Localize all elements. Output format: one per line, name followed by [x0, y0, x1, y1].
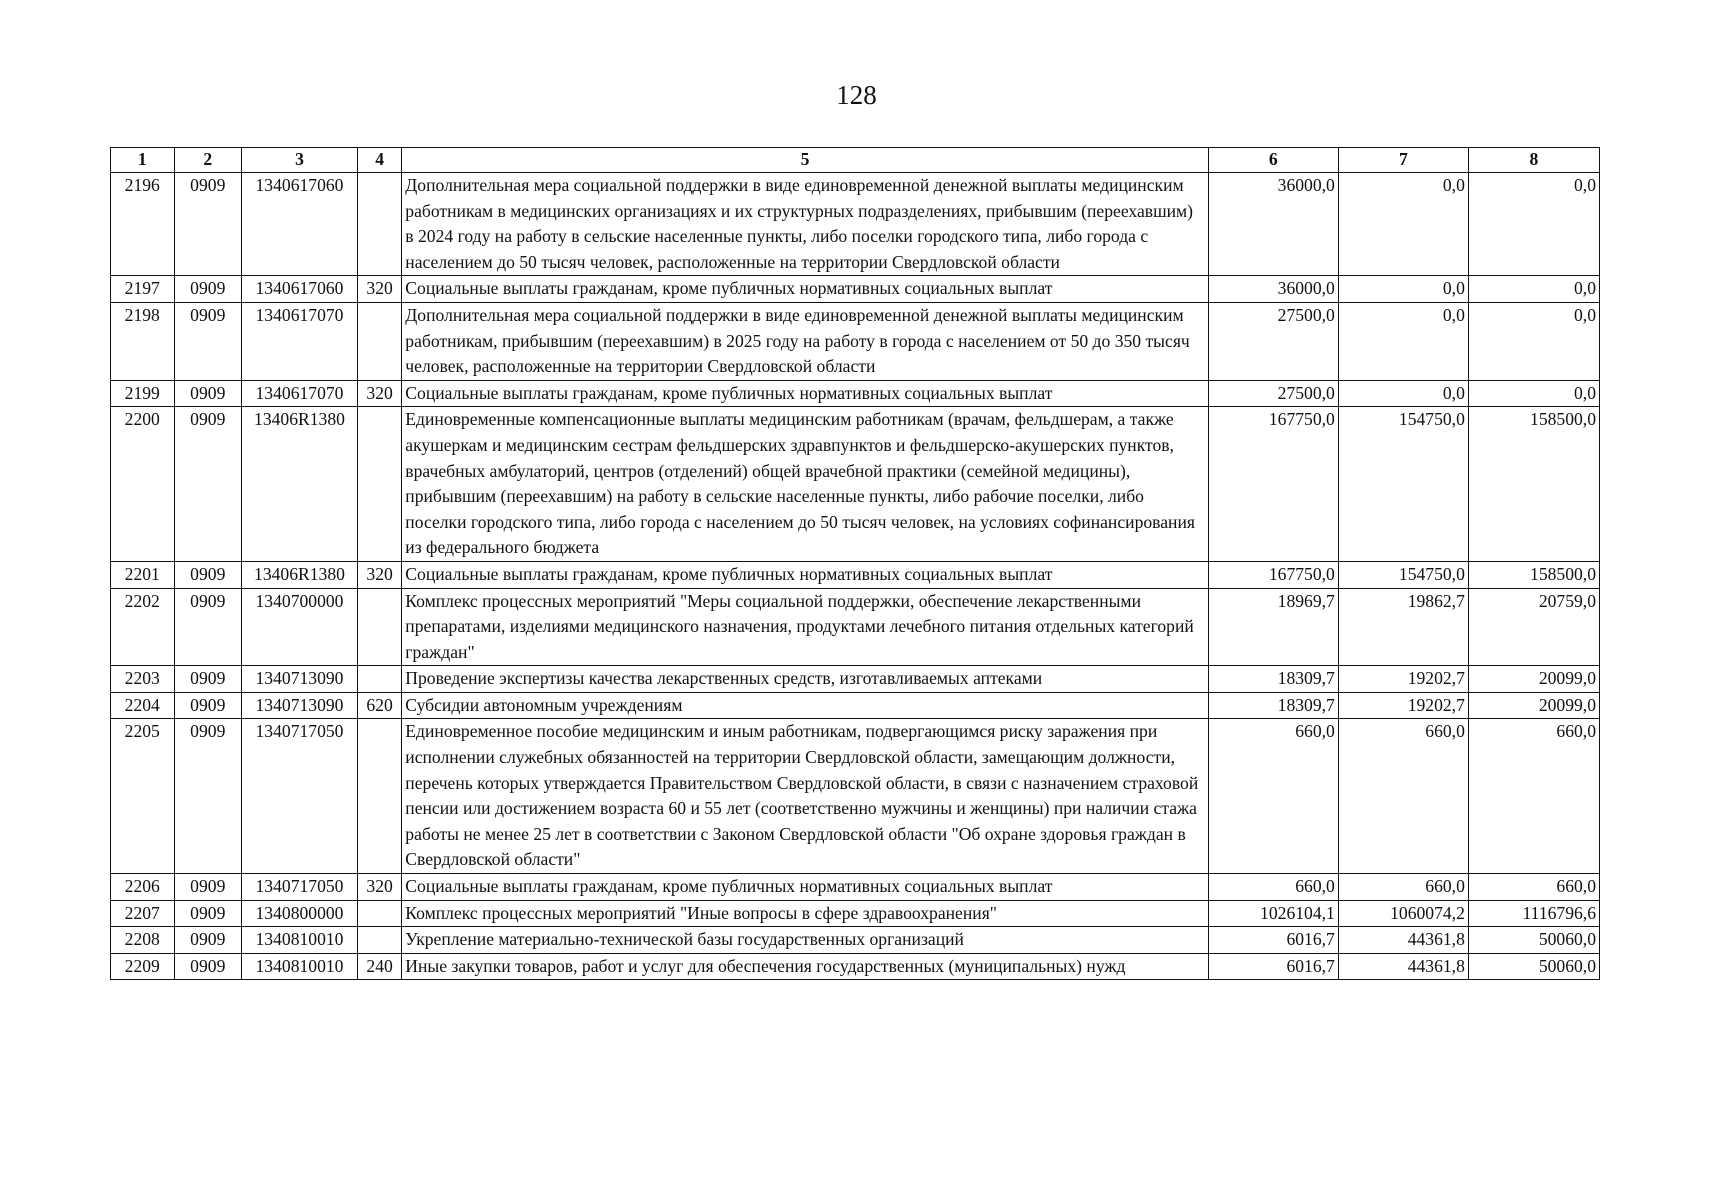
- amount-col-6: 18969,7: [1208, 588, 1338, 666]
- table-row: [111, 173, 1600, 276]
- column-header-7: 7: [1338, 148, 1468, 173]
- section-code: 0909: [174, 302, 242, 380]
- table-row: [111, 692, 1600, 719]
- amount-col-7: 0,0: [1338, 276, 1468, 303]
- item-name: Проведение экспертизы качества лекарственных средств, изготавливаемых аптеками: [402, 666, 1208, 693]
- row-number: 2208: [111, 927, 175, 954]
- row-number: 2205: [111, 719, 175, 874]
- expense-type-code: 320: [357, 380, 401, 407]
- amount-col-7: 44361,8: [1338, 953, 1468, 980]
- row-number: 2207: [111, 900, 175, 927]
- row-number: 2201: [111, 561, 175, 588]
- expense-type-code: [357, 173, 401, 276]
- amount-col-6: 18309,7: [1208, 692, 1338, 719]
- amount-col-8: 660,0: [1468, 719, 1599, 874]
- row-number: 2199: [111, 380, 175, 407]
- table-row: [111, 380, 1600, 407]
- column-header-5: 5: [402, 148, 1208, 173]
- amount-col-7: 0,0: [1338, 302, 1468, 380]
- expense-type-code: [357, 927, 401, 954]
- section-code: 0909: [174, 719, 242, 874]
- amount-col-8: 1116796,6: [1468, 900, 1599, 927]
- amount-col-6: 36000,0: [1208, 276, 1338, 303]
- page-number: 128: [836, 80, 877, 110]
- target-article-code: 13406R1380: [242, 407, 358, 562]
- expense-type-code: [357, 302, 401, 380]
- column-header-1: 1: [111, 148, 175, 173]
- section-code: 0909: [174, 874, 242, 901]
- target-article-code: 1340810010: [242, 953, 358, 980]
- amount-col-8: 20759,0: [1468, 588, 1599, 666]
- item-name: Социальные выплаты гражданам, кроме публичных нормативных социальных выплат: [402, 561, 1208, 588]
- target-article-code: 1340717050: [242, 874, 358, 901]
- target-article-code: 1340700000: [242, 588, 358, 666]
- column-header-2: 2: [174, 148, 242, 173]
- table-row: [111, 561, 1600, 588]
- amount-col-6: 1026104,1: [1208, 900, 1338, 927]
- section-code: 0909: [174, 666, 242, 693]
- row-number: 2200: [111, 407, 175, 562]
- amount-col-7: 154750,0: [1338, 407, 1468, 562]
- amount-col-6: 36000,0: [1208, 173, 1338, 276]
- item-name: Единовременное пособие медицинским и иным работникам, подвергающимся риску заражения при исполнении служебных обязанностей на территории Свердловской области, замещающим должности, перечень которых утверждается Правительством Свердловской области, в связи с назначением страховой пенсии или достижением возраста 60 и 55 лет (соответственно мужчины и женщины) при наличии стажа работы не менее 25 лет в соответствии с Законом Свердловской области "Об охране здоровья граждан в Свердловской области": [402, 719, 1208, 874]
- expense-type-code: 320: [357, 561, 401, 588]
- table-row: [111, 407, 1600, 562]
- column-header-6: 6: [1208, 148, 1338, 173]
- section-code: 0909: [174, 380, 242, 407]
- item-name: Социальные выплаты гражданам, кроме публичных нормативных социальных выплат: [402, 276, 1208, 303]
- row-number: 2202: [111, 588, 175, 666]
- section-code: 0909: [174, 561, 242, 588]
- amount-col-8: 0,0: [1468, 302, 1599, 380]
- target-article-code: 1340713090: [242, 692, 358, 719]
- amount-col-8: 20099,0: [1468, 692, 1599, 719]
- column-header-3: 3: [242, 148, 358, 173]
- item-name: Дополнительная мера социальной поддержки в виде единовременной денежной выплаты медицинским работникам, прибывшим (переехавшим) в 2025 году на работу в города с населением от 50 до 350 тысяч человек, расположенные на территории Свердловской области: [402, 302, 1208, 380]
- section-code: 0909: [174, 588, 242, 666]
- expense-type-code: [357, 407, 401, 562]
- section-code: 0909: [174, 173, 242, 276]
- expense-type-code: [357, 666, 401, 693]
- table-row: [111, 276, 1600, 303]
- target-article-code: 1340800000: [242, 900, 358, 927]
- target-article-code: 1340617070: [242, 302, 358, 380]
- row-number: 2206: [111, 874, 175, 901]
- section-code: 0909: [174, 692, 242, 719]
- amount-col-7: 660,0: [1338, 719, 1468, 874]
- amount-col-7: 0,0: [1338, 380, 1468, 407]
- amount-col-7: 19202,7: [1338, 666, 1468, 693]
- table-row: [111, 927, 1600, 954]
- target-article-code: 1340717050: [242, 719, 358, 874]
- amount-col-8: 50060,0: [1468, 953, 1599, 980]
- column-header-8: 8: [1468, 148, 1599, 173]
- item-name: Единовременные компенсационные выплаты медицинским работникам (врачам, фельдшерам, а также акушеркам и медицинским сестрам фельдшерских здравпунктов и фельдшерско-акушерских пунктов, врачебных амбулаторий, центров (отделений) общей врачебной практики (семейной медицины), прибывшим (переехавшим) на работу в сельские населенные пункты, либо рабочие поселки, либо поселки городского типа, либо города с населением до 50 тысяч человек, на условиях софинансирования из федерального бюджета: [402, 407, 1208, 562]
- section-code: 0909: [174, 276, 242, 303]
- amount-col-6: 167750,0: [1208, 561, 1338, 588]
- target-article-code: 1340810010: [242, 927, 358, 954]
- item-name: Субсидии автономным учреждениям: [402, 692, 1208, 719]
- amount-col-8: 0,0: [1468, 173, 1599, 276]
- item-name: Комплекс процессных мероприятий "Меры социальной поддержки, обеспечение лекарственными препаратами, изделиями медицинского назначения, продуктами лечебного питания отдельных категорий граждан": [402, 588, 1208, 666]
- row-number: 2196: [111, 173, 175, 276]
- table-row: [111, 666, 1600, 693]
- target-article-code: 1340617060: [242, 173, 358, 276]
- amount-col-7: 0,0: [1338, 173, 1468, 276]
- row-number: 2204: [111, 692, 175, 719]
- table-body: [111, 173, 1600, 980]
- expense-type-code: [357, 588, 401, 666]
- amount-col-7: 154750,0: [1338, 561, 1468, 588]
- table-row: [111, 719, 1600, 874]
- target-article-code: 1340617060: [242, 276, 358, 303]
- amount-col-6: 27500,0: [1208, 380, 1338, 407]
- amount-col-8: 50060,0: [1468, 927, 1599, 954]
- table-row: [111, 900, 1600, 927]
- expense-type-code: 240: [357, 953, 401, 980]
- amount-col-7: 44361,8: [1338, 927, 1468, 954]
- amount-col-8: 158500,0: [1468, 407, 1599, 562]
- item-name: Укрепление материально-технической базы государственных организаций: [402, 927, 1208, 954]
- expense-type-code: 320: [357, 874, 401, 901]
- table-row: [111, 302, 1600, 380]
- column-header-4: 4: [357, 148, 401, 173]
- row-number: 2203: [111, 666, 175, 693]
- amount-col-6: 27500,0: [1208, 302, 1338, 380]
- expense-type-code: 320: [357, 276, 401, 303]
- amount-col-6: 167750,0: [1208, 407, 1338, 562]
- section-code: 0909: [174, 407, 242, 562]
- amount-col-8: 660,0: [1468, 874, 1599, 901]
- section-code: 0909: [174, 900, 242, 927]
- row-number: 2209: [111, 953, 175, 980]
- item-name: Дополнительная мера социальной поддержки в виде единовременной денежной выплаты медицинским работникам в медицинских организациях и их структурных подразделениях, прибывшим (переехавшим) в 2024 году на работу в сельские населенные пункты, либо поселки городского типа, либо города с населением до 50 тысяч человек, расположенные на территории Свердловской области: [402, 173, 1208, 276]
- amount-col-8: 0,0: [1468, 276, 1599, 303]
- expense-type-code: [357, 719, 401, 874]
- amount-col-6: 6016,7: [1208, 953, 1338, 980]
- amount-col-7: 660,0: [1338, 874, 1468, 901]
- table-row: [111, 588, 1600, 666]
- table-row: [111, 874, 1600, 901]
- expense-type-code: [357, 900, 401, 927]
- amount-col-8: 158500,0: [1468, 561, 1599, 588]
- amount-col-7: 1060074,2: [1338, 900, 1468, 927]
- table-row: [111, 953, 1600, 980]
- expense-type-code: 620: [357, 692, 401, 719]
- budget-table: [110, 147, 1600, 980]
- target-article-code: 13406R1380: [242, 561, 358, 588]
- amount-col-6: 660,0: [1208, 874, 1338, 901]
- item-name: Социальные выплаты гражданам, кроме публичных нормативных социальных выплат: [402, 380, 1208, 407]
- header-row: [111, 148, 1600, 173]
- row-number: 2198: [111, 302, 175, 380]
- table-header: [111, 148, 1600, 173]
- amount-col-6: 660,0: [1208, 719, 1338, 874]
- item-name: Иные закупки товаров, работ и услуг для обеспечения государственных (муниципальных) нужд: [402, 953, 1208, 980]
- amount-col-7: 19202,7: [1338, 692, 1468, 719]
- item-name: Комплекс процессных мероприятий "Иные вопросы в сфере здравоохранения": [402, 900, 1208, 927]
- item-name: Социальные выплаты гражданам, кроме публичных нормативных социальных выплат: [402, 874, 1208, 901]
- section-code: 0909: [174, 927, 242, 954]
- amount-col-8: 0,0: [1468, 380, 1599, 407]
- amount-col-6: 18309,7: [1208, 666, 1338, 693]
- amount-col-8: 20099,0: [1468, 666, 1599, 693]
- section-code: 0909: [174, 953, 242, 980]
- amount-col-7: 19862,7: [1338, 588, 1468, 666]
- target-article-code: 1340713090: [242, 666, 358, 693]
- target-article-code: 1340617070: [242, 380, 358, 407]
- amount-col-6: 6016,7: [1208, 927, 1338, 954]
- row-number: 2197: [111, 276, 175, 303]
